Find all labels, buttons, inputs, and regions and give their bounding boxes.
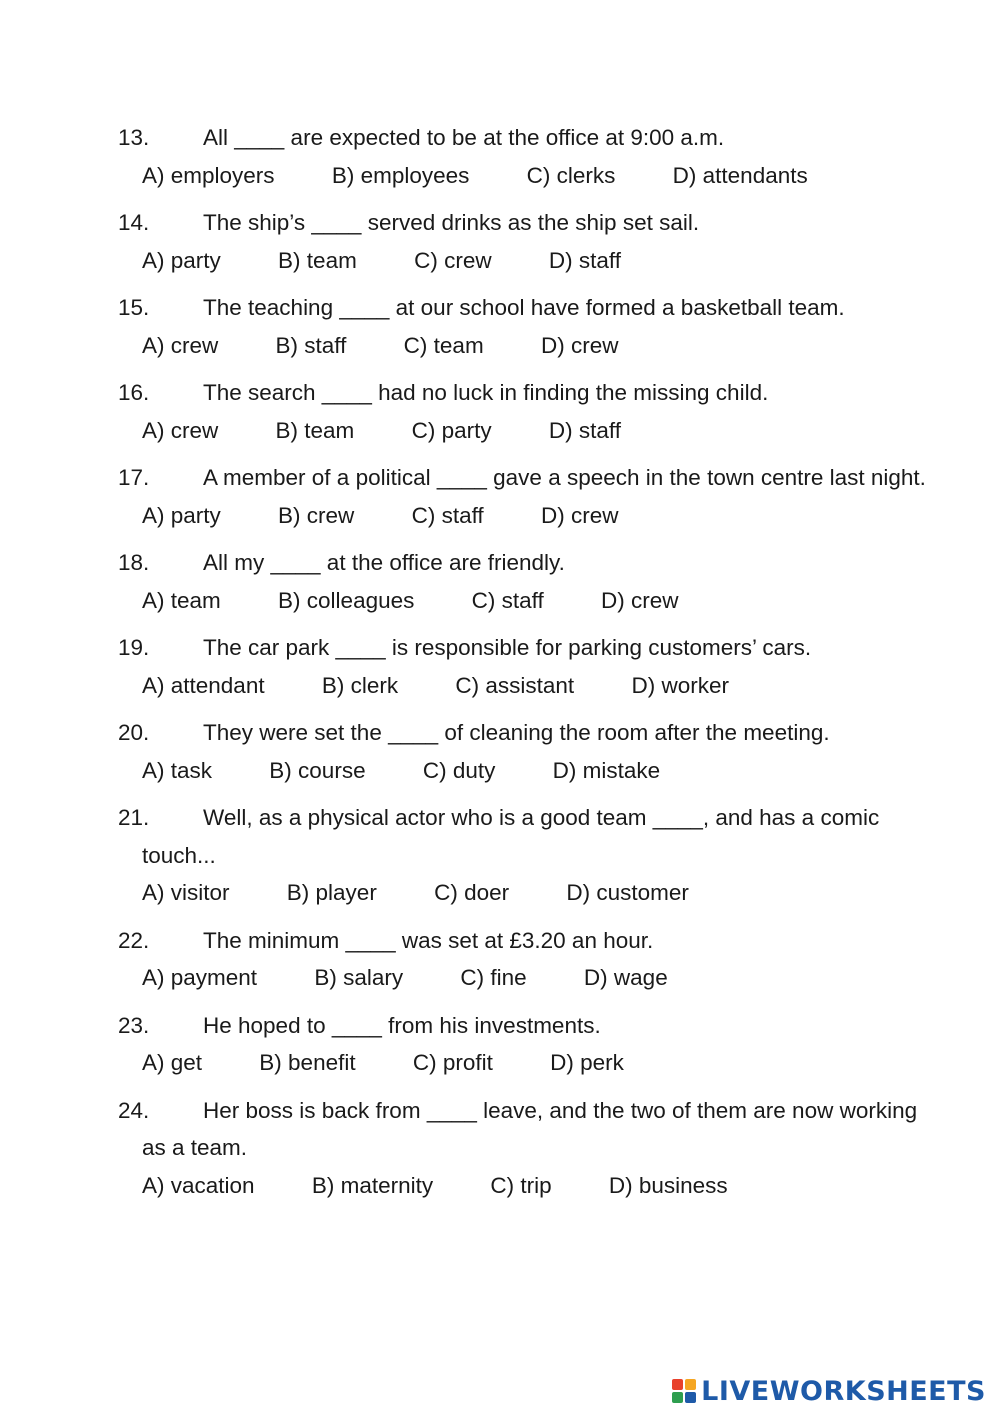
- option-c[interactable]: C) staff: [411, 502, 484, 528]
- option-a[interactable]: A) crew: [142, 417, 219, 443]
- question-text: All my ____ at the office are friendly.: [203, 550, 565, 575]
- option-b[interactable]: B) course: [269, 757, 366, 783]
- logo-square: [685, 1392, 696, 1403]
- option-a[interactable]: A) payment: [142, 965, 258, 990]
- option-b[interactable]: B) maternity: [311, 1172, 434, 1198]
- question-22: [0, 922, 1000, 997]
- option-a[interactable]: A) task: [142, 757, 213, 783]
- option-b[interactable]: B) benefit: [259, 1050, 356, 1075]
- question-13: [0, 119, 1000, 194]
- option-b[interactable]: B) clerk: [321, 672, 399, 698]
- option-b[interactable]: B) team: [278, 247, 357, 273]
- answer-options: [0, 667, 1000, 705]
- answer-options: [0, 959, 1000, 997]
- question-text: The teaching ____ at our school have formed a basketball team.: [203, 295, 845, 320]
- question-number: 23.: [118, 1012, 150, 1038]
- question-text: Her boss is back from ____ leave, and the two of them are now working as a team.: [142, 1097, 918, 1160]
- option-a[interactable]: A) visitor: [142, 880, 230, 905]
- option-d[interactable]: D) business: [608, 1172, 728, 1198]
- question-number: 13.: [118, 125, 150, 150]
- answer-options: [0, 327, 1000, 365]
- question-20: [0, 714, 1000, 789]
- option-b[interactable]: B) salary: [314, 965, 404, 990]
- question-18: [0, 544, 1000, 619]
- option-a[interactable]: A) party: [142, 247, 221, 273]
- option-c[interactable]: C) crew: [414, 247, 492, 273]
- option-d[interactable]: D) staff: [548, 247, 621, 273]
- question-number: 18.: [118, 550, 150, 575]
- question-number: 14.: [118, 210, 150, 235]
- option-c[interactable]: C) party: [411, 417, 492, 443]
- logo-grid-icon: [672, 1379, 696, 1403]
- question-text: A member of a political ____ gave a speech in the town centre last night.: [203, 465, 926, 490]
- question-number: 15.: [118, 295, 150, 320]
- answer-options: [0, 752, 1000, 790]
- option-b[interactable]: B) colleagues: [278, 587, 415, 613]
- question-text: He hoped to ____ from his investments.: [203, 1012, 601, 1038]
- option-b[interactable]: B) employees: [331, 162, 470, 188]
- option-b[interactable]: B) crew: [278, 502, 355, 528]
- option-c[interactable]: C) clerks: [526, 162, 616, 188]
- option-c[interactable]: C) staff: [471, 587, 544, 613]
- option-b[interactable]: B) staff: [275, 332, 347, 358]
- option-c[interactable]: C) duty: [422, 757, 496, 783]
- logo-square: [672, 1392, 683, 1403]
- option-d[interactable]: D) attendants: [672, 162, 808, 188]
- option-b[interactable]: B) player: [286, 880, 377, 905]
- brand-name: LIVEWORKSHEETS: [701, 1375, 986, 1407]
- answer-options: [0, 157, 1000, 195]
- question-16: [0, 374, 1000, 449]
- option-d[interactable]: D) crew: [540, 502, 619, 528]
- logo-square: [685, 1379, 696, 1390]
- question-14: [0, 204, 1000, 279]
- question-text: The ship’s ____ served drinks as the ship set sail.: [203, 210, 700, 235]
- logo-square: [672, 1379, 683, 1390]
- answer-options: [0, 242, 1000, 280]
- option-d[interactable]: D) crew: [601, 587, 679, 613]
- answer-options: [0, 412, 1000, 450]
- option-d[interactable]: D) perk: [550, 1050, 624, 1075]
- option-d[interactable]: D) mistake: [552, 757, 661, 783]
- question-21: [0, 799, 1000, 912]
- question-number: 24.: [118, 1097, 150, 1123]
- answer-options: [0, 497, 1000, 535]
- option-c[interactable]: C) doer: [434, 880, 510, 905]
- answer-options: [0, 1167, 1000, 1205]
- option-d[interactable]: D) worker: [631, 672, 729, 698]
- answer-options: [0, 1044, 1000, 1082]
- option-b[interactable]: B) team: [275, 417, 355, 443]
- option-d[interactable]: D) wage: [583, 965, 668, 990]
- answer-options: [0, 582, 1000, 620]
- question-number: 16.: [118, 380, 150, 405]
- option-c[interactable]: C) profit: [412, 1050, 493, 1075]
- answer-options: [0, 874, 1000, 912]
- worksheet: [0, 119, 1000, 1214]
- option-a[interactable]: A) vacation: [142, 1172, 255, 1198]
- option-d[interactable]: D) crew: [540, 332, 619, 358]
- question-number: 20.: [118, 720, 150, 745]
- question-24: [0, 1092, 1000, 1205]
- option-d[interactable]: D) customer: [566, 880, 689, 905]
- option-a[interactable]: A) team: [142, 587, 221, 613]
- question-text: All ____ are expected to be at the office at 9:00 a.m.: [203, 125, 725, 150]
- option-a[interactable]: A) attendant: [142, 672, 265, 698]
- question-text: They were set the ____ of cleaning the room after the meeting.: [203, 720, 830, 745]
- question-number: 19.: [118, 635, 150, 660]
- question-number: 17.: [118, 465, 150, 490]
- question-number: 22.: [118, 927, 150, 953]
- option-a[interactable]: A) get: [142, 1050, 203, 1075]
- option-c[interactable]: C) assistant: [455, 672, 575, 698]
- option-d[interactable]: D) staff: [548, 417, 621, 443]
- question-text: The minimum ____ was set at £3.20 an hour.: [203, 927, 654, 953]
- question-text: Well, as a physical actor who is a good team ____, and has a comic touch...: [142, 805, 880, 868]
- question-15: [0, 289, 1000, 364]
- question-17: [0, 459, 1000, 534]
- question-text: The car park ____ is responsible for parking customers’ cars.: [203, 635, 812, 660]
- option-c[interactable]: C) fine: [460, 965, 527, 990]
- option-a[interactable]: A) party: [142, 502, 221, 528]
- liveworksheets-logo: [672, 1374, 986, 1408]
- question-number: 21.: [118, 805, 150, 830]
- question-23: [0, 1007, 1000, 1082]
- option-c[interactable]: C) team: [403, 332, 484, 358]
- option-a[interactable]: A) employers: [142, 162, 275, 188]
- question-19: [0, 629, 1000, 704]
- question-text: The search ____ had no luck in finding the missing child.: [203, 380, 769, 405]
- option-a[interactable]: A) crew: [142, 332, 219, 358]
- option-c[interactable]: C) trip: [490, 1172, 552, 1198]
